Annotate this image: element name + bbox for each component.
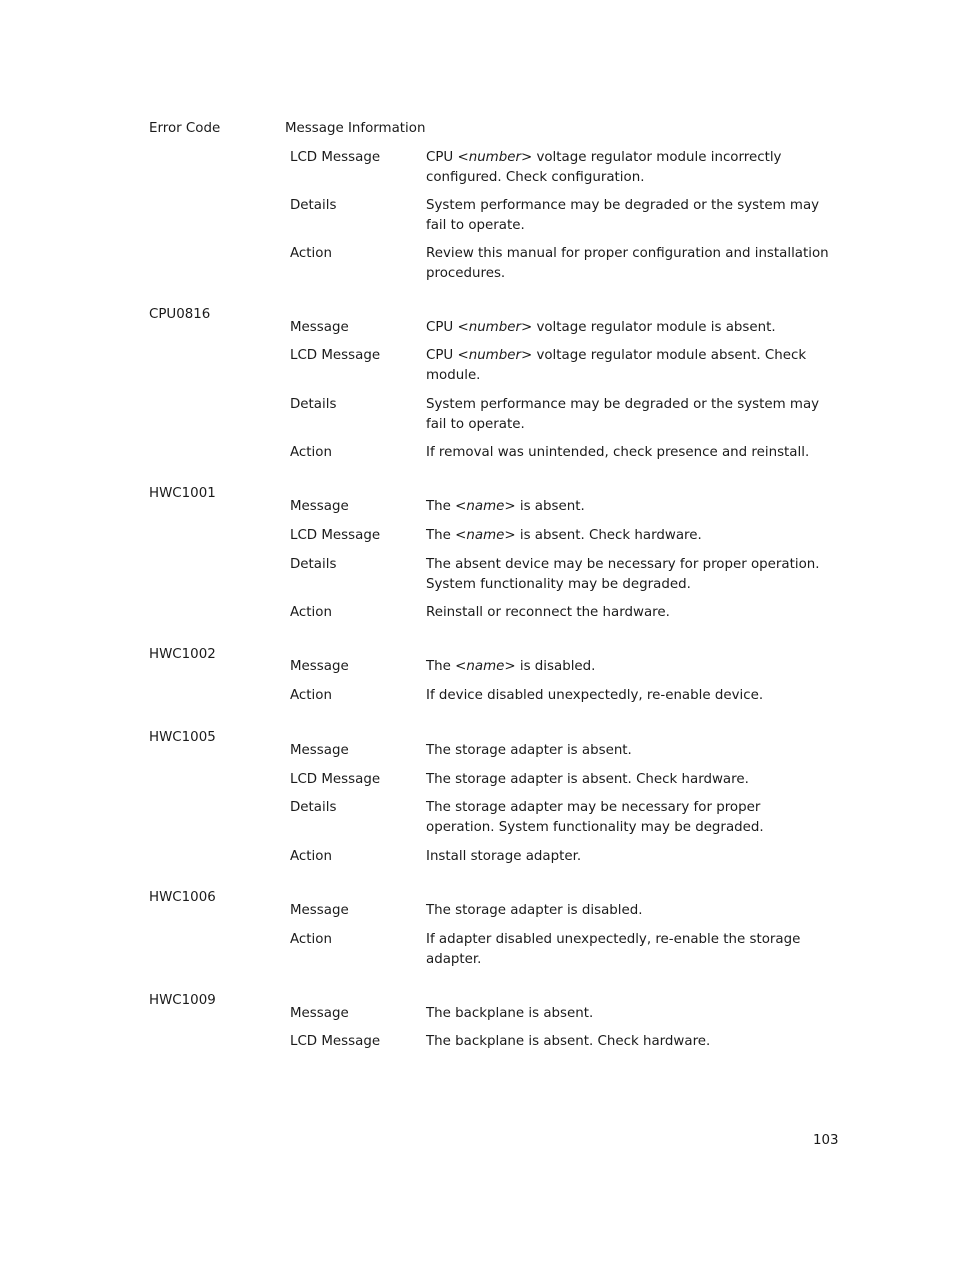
row-value: If removal was unintended, check presence and reinstall.: [426, 445, 810, 460]
row-label: LCD Message: [290, 150, 381, 165]
row-label: Message: [290, 659, 349, 674]
row-label: Action: [290, 605, 332, 620]
error-code-hwc1005: HWC1005: [149, 730, 216, 745]
row-value: Reinstall or reconnect the hardware.: [426, 605, 670, 620]
row-value: The backplane is absent.: [426, 1006, 594, 1021]
row-value: The storage adapter is absent. Check hardware.: [426, 772, 749, 787]
row-value: The absent device may be necessary for proper operation. System functionality may be degraded.: [426, 557, 820, 592]
row-value: The <name> is absent.: [426, 499, 585, 514]
row-value: System performance may be degraded or the system may fail to operate.: [426, 198, 820, 233]
row-label: LCD Message: [290, 772, 381, 787]
row-value: Review this manual for proper configuration and installation procedures.: [426, 246, 829, 281]
row-value: CPU <number> voltage regulator module incorrectly configured. Check configuration.: [426, 150, 782, 185]
row-label: Message: [290, 320, 349, 335]
row-value: Install storage adapter.: [426, 849, 582, 864]
row-value: If adapter disabled unexpectedly, re-enable the storage adapter.: [426, 932, 801, 967]
row-value: The storage adapter is disabled.: [426, 903, 643, 918]
error-code-hwc1002: HWC1002: [149, 647, 216, 662]
row-label: Action: [290, 445, 332, 460]
row-label: Message: [290, 743, 349, 758]
header-message-information: Message Information: [285, 121, 426, 136]
header-error-code: Error Code: [149, 121, 221, 136]
row-label: Action: [290, 688, 332, 703]
row-label: Details: [290, 800, 337, 815]
error-code-hwc1001: HWC1001: [149, 486, 216, 501]
row-label: Details: [290, 198, 337, 213]
row-value: The storage adapter may be necessary for proper operation. System functionality may be degraded.: [426, 800, 764, 835]
row-value: System performance may be degraded or the system may fail to operate.: [426, 397, 820, 432]
row-value: The <name> is disabled.: [426, 659, 596, 674]
row-value: The storage adapter is absent.: [426, 743, 632, 758]
row-label: Message: [290, 903, 349, 918]
row-label: Details: [290, 557, 337, 572]
row-label: LCD Message: [290, 348, 381, 363]
row-value: CPU <number> voltage regulator module absent. Check module.: [426, 348, 807, 383]
row-label: Action: [290, 246, 332, 261]
row-label: Message: [290, 1006, 349, 1021]
row-label: Details: [290, 397, 337, 412]
page-number: 103: [813, 1133, 839, 1148]
error-code-hwc1009: HWC1009: [149, 993, 216, 1008]
row-value: CPU <number> voltage regulator module is absent.: [426, 320, 776, 335]
row-label: Action: [290, 849, 332, 864]
error-code-cpu0816: CPU0816: [149, 307, 211, 322]
row-label: Action: [290, 932, 332, 947]
row-value: If device disabled unexpectedly, re-enable device.: [426, 688, 764, 703]
row-value: The backplane is absent. Check hardware.: [426, 1034, 711, 1049]
error-code-hwc1006: HWC1006: [149, 890, 216, 905]
row-label: LCD Message: [290, 1034, 381, 1049]
table-header: [149, 119, 839, 139]
row-value: The <name> is absent. Check hardware.: [426, 528, 702, 543]
row-label: Message: [290, 499, 349, 514]
row-label: LCD Message: [290, 528, 381, 543]
